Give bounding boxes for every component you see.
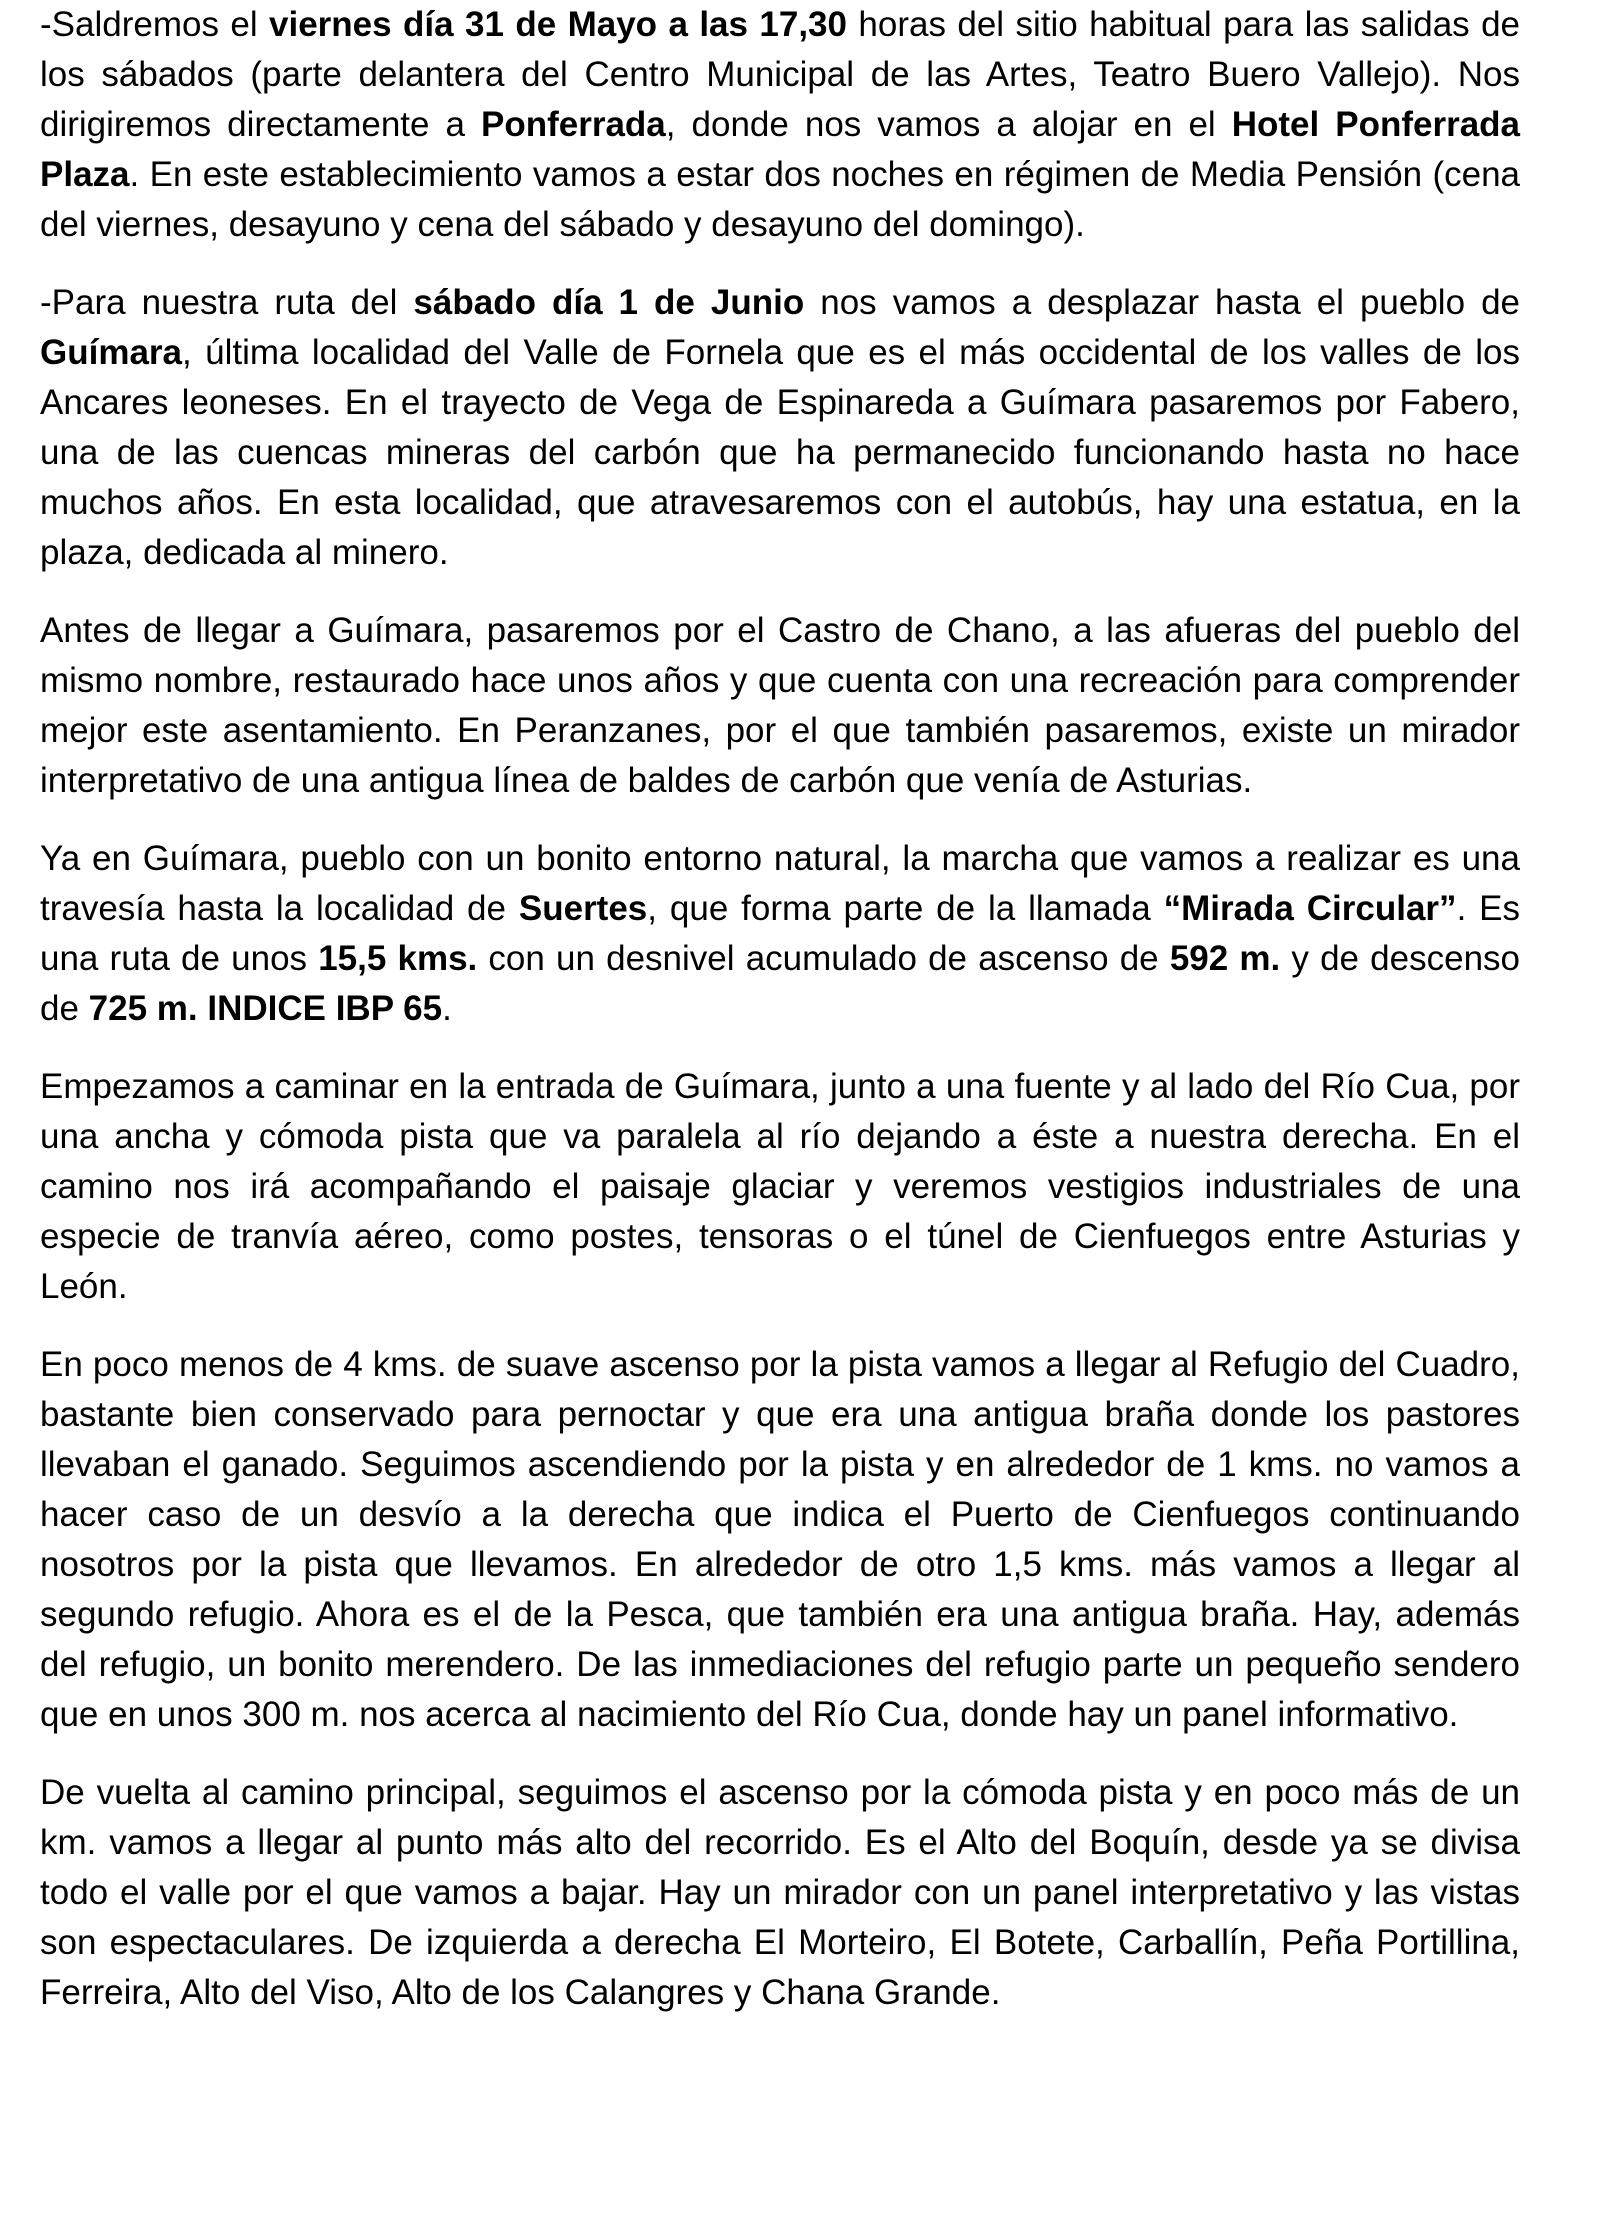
bold-text-run: viernes día 31 de Mayo bbox=[269, 5, 658, 44]
text-run: nos vamos a desplazar hasta el pueblo de bbox=[804, 283, 1520, 322]
bold-text-run: Guímara bbox=[40, 333, 182, 372]
text-run: . Es una ruta de unos bbox=[40, 889, 1521, 978]
text-run: Ya en Guímara, pueblo con un bonito entorno natural, la marcha que vamos a realizar es una travesía hasta la localidad de bbox=[40, 839, 1520, 928]
paragraph-refugios bbox=[40, 1340, 1520, 1740]
text-run: Antes de llegar a Guímara, pasaremos por el Castro de Chano, a las afueras del pueblo del mismo nombre, restaurado hace unos años y que cuenta con una recreación para comprender mejor este asentamiento. En Peranzanes, por el que también pasaremos, existe un mirador interpretativo de una antigua línea de baldes de carbón que venía de Asturias. bbox=[40, 611, 1520, 800]
text-run: , última localidad del Valle de Fornela que es el más occidental de los valles de los Ancares leoneses. En el trayecto de Vega de Espinareda a Guímara pasaremos por Fabero, una de las cuencas mineras del carbón que ha permanecido funcionando hasta no hace muchos años. En esta localidad, que atravesaremos con el autobús, hay una estatua, en la plaza, dedicada al minero. bbox=[40, 333, 1520, 572]
paragraph-departure bbox=[40, 0, 1520, 250]
paragraph-start-walk bbox=[40, 1062, 1520, 1312]
text-run: , donde nos vamos a alojar en el bbox=[665, 105, 1232, 144]
text-run: horas del sitio habitual para las salidas de los sábados (parte delantera del Centro Municipal de las Artes, Teatro Buero Vallejo). Nos dirigiremos directamente a bbox=[40, 5, 1521, 144]
text-run: . bbox=[442, 989, 452, 1028]
bold-text-run: sábado día 1 de Junio bbox=[413, 283, 805, 322]
text-run: -Saldremos el bbox=[40, 5, 270, 44]
bold-text-run: 15,5 kms. bbox=[318, 939, 478, 978]
text-run: con un desnivel acumulado de ascenso de bbox=[477, 939, 1170, 978]
text-run: Empezamos a caminar en la entrada de Guímara, junto a una fuente y al lado del Río Cua, por una ancha y cómoda pista que va paralela al río dejando a éste a nuestra derecha. En el camino nos irá acompañando el paisaje glaciar y veremos vestigios industriales de una especie de tranvía aéreo, como postes, tensoras o el túnel de Cienfuegos entre Asturias y León. bbox=[40, 1067, 1520, 1306]
text-run: , que forma parte de la llamada bbox=[647, 889, 1164, 928]
bold-text-run: 592 m. bbox=[1169, 939, 1281, 978]
paragraph-saturday-route bbox=[40, 278, 1520, 578]
bold-text-run: “Mirada Circular” bbox=[1163, 889, 1457, 928]
paragraph-alto-del-boquin bbox=[40, 1768, 1520, 2018]
text-run bbox=[657, 5, 668, 44]
bold-text-run: Ponferrada bbox=[481, 105, 666, 144]
text-run: . En este establecimiento vamos a estar dos noches en régimen de Media Pensión (cena del viernes, desayuno y cena del sábado y desayuno del domingo). bbox=[40, 155, 1520, 244]
text-run: -Para nuestra ruta del bbox=[40, 283, 414, 322]
text-run: De vuelta al camino principal, seguimos el ascenso por la cómoda pista y en poco más de un km. vamos a llegar al punto más alto del recorrido. Es el Alto del Boquín, desde ya se divisa todo el valle por el que vamos a bajar. Hay un mirador con un panel interpretativo y las vistas son espectaculares. De izquierda a derecha El Morteiro, El Botete, Carballín, Peña Portillina, Ferreira, Alto del Viso, Alto de los Calangres y Chana Grande. bbox=[40, 1773, 1520, 2012]
document-page bbox=[40, 0, 1520, 2046]
bold-text-run: a las 17,30 bbox=[668, 5, 847, 44]
bold-text-run: 725 m. INDICE IBP 65 bbox=[88, 989, 443, 1028]
bold-text-run: Suertes bbox=[518, 889, 648, 928]
text-run: En poco menos de 4 kms. de suave ascenso por la pista vamos a llegar al Refugio del Cuadro, bastante bien conservado para pernoctar y que era una antigua braña donde los pastores llevaban el ganado. Seguimos ascendiendo por la pista y en alrededor de 1 kms. no vamos a hacer caso de un desvío a la derecha que indica el Puerto de Cienfuegos continuando nosotros por la pista que llevamos. En alrededor de otro 1,5 kms. más vamos a llegar al segundo refugio. Ahora es el de la Pesca, que también era una antigua braña. Hay, además del refugio, un bonito merendero. De las inmediaciones del refugio parte un pequeño sendero que en unos 300 m. nos acerca al nacimiento del Río Cua, donde hay un panel informativo. bbox=[40, 1345, 1520, 1734]
text-run: y de descenso de bbox=[40, 939, 1521, 1028]
paragraph-castro-de-chano bbox=[40, 606, 1520, 806]
bold-text-run: Hotel Ponferrada Plaza bbox=[40, 105, 1521, 194]
paragraph-guimara-route-details bbox=[40, 834, 1520, 1034]
